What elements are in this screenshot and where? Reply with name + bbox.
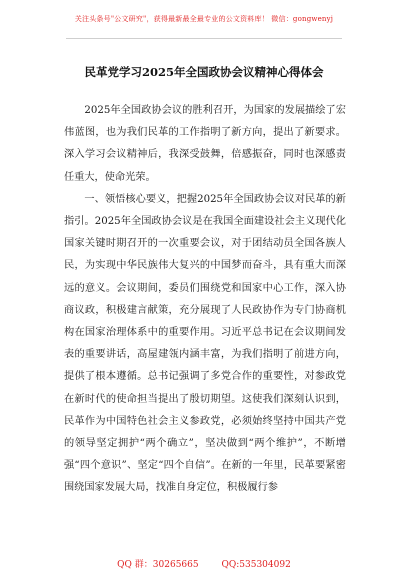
footer-qq-number: QQ:535304092: [221, 560, 291, 570]
footer-qq-group: QQ 群：30265665: [117, 560, 199, 570]
header-divider: [66, 38, 342, 39]
document-body: [64, 100, 346, 500]
paragraph-intro: 2025年全国政协会议的胜利召开，为国家的发展描绘了宏伟蓝图，也为我们民革的工作指明了新方向，提出了新要求。深入学习会议精神后，我深受鼓舞，倍感振奋，同时也深感责任重大，使命光荣。: [64, 105, 346, 183]
header-promo-banner: 关注头条号"公文研究"，获得最新最全最专业的公文资料库！ 微信：gongwenyj: [74, 15, 334, 23]
document-title: 民革党学习2025年全国政协会议精神心得体会: [84, 65, 324, 79]
footer-contact: [0, 557, 408, 570]
paragraph-section-one: 一、领悟核心要义，把握2025年全国政协会议对民革的新指引。2025年全国政协会议是在我国全面建设社会主义现代化国家关键时期召开的一次重要会议，对于团结动员全国各族人民，为实现中华民族伟大复兴的中国梦而奋斗，具有重大而深远的意义。会议期间，委员们围绕党和国家中心工作，深入协商议政，积极建言献策，充分展现了人民政协作为专门协商机构在国家治理体系中的重要作用。习近平总书记在会议期间发表的重要讲话，高屋建瓴内涵丰富，为我们指明了前进方向，提供了根本遵循。总书记强调了多党合作的重要性，对参政党在新时代的使命担当提出了殷切期望。这使我们深刻认识到，民革作为中国特色社会主义参政党，必须始终坚持中国共产党的领导坚定拥护“两个确立”，坚决做到“两个维护”，不断增强“四个意识”、坚定“四个自信”。在新的一年里，民革要紧密围绕国家发展大局，找准自身定位，积极履行参: [64, 193, 346, 494]
